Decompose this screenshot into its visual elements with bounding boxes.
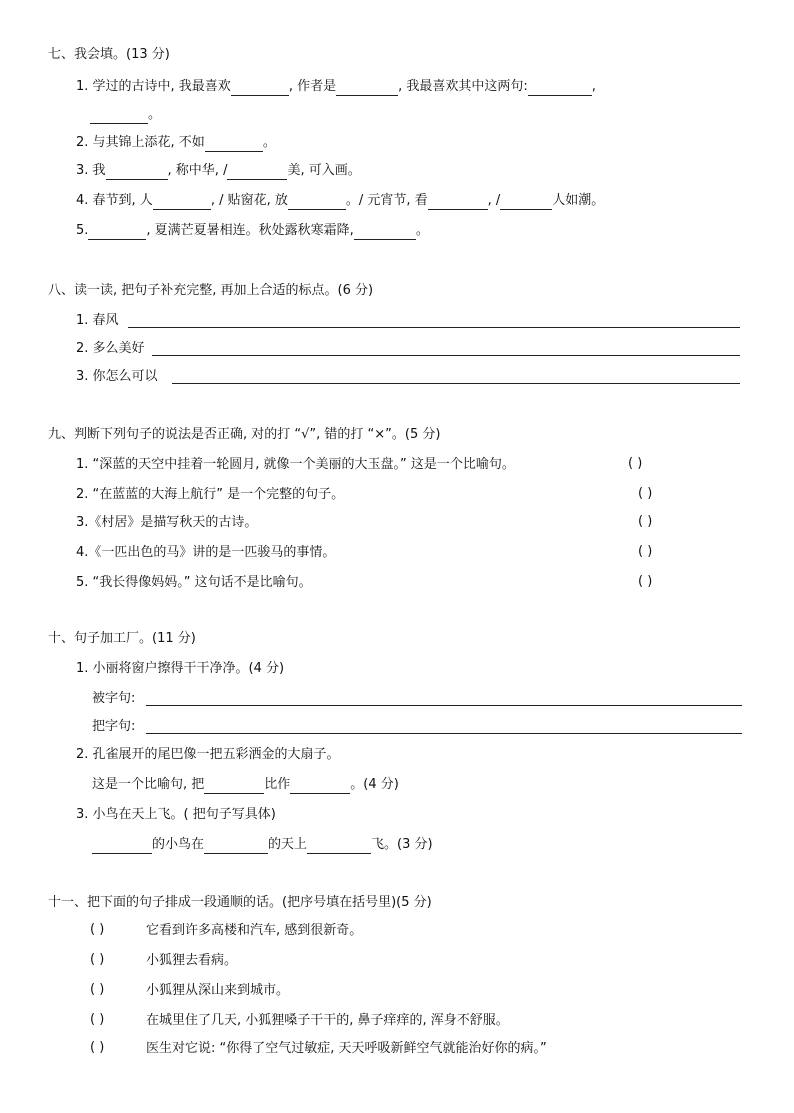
blank[interactable] [106,165,168,180]
blank[interactable] [307,839,371,854]
order-paren[interactable]: ( ) [90,952,105,967]
s7-q5-text-a: 5. [76,223,89,238]
s10-q3-fill [92,836,433,854]
s10-q1: 1. 小丽将窗户擦得干干净净。(4 分) [76,661,285,676]
s7-q1-text-b: , 作者是 [288,79,337,94]
s7-q5 [76,222,429,240]
blank[interactable] [204,779,264,794]
answer-line[interactable] [146,732,742,734]
blank[interactable] [290,779,350,794]
s7-q5-text-b: , 夏满芒夏暑相连。秋处露秋寒霜降, [146,223,354,238]
blank[interactable] [336,81,398,96]
answer-paren[interactable]: ( ) [628,456,643,471]
s7-q4-text-c: 。/ 元宵节, 看 [345,193,428,208]
blank[interactable] [231,81,289,96]
blank[interactable] [500,195,552,210]
s11-item-2: 小狐狸去看病。 [146,953,238,968]
blank[interactable] [153,195,211,210]
s9-item-5: 5. “我长得像妈妈。” 这句话不是比喻句。 [76,575,312,590]
s9-item-1: 1. “深蓝的天空中挂着一轮圆月, 就像一个美丽的大玉盘。” 这是一个比喻句。 [76,457,515,472]
s8-q3-label: 3. 你怎么可以 [76,369,158,384]
s7-q4-text-d: , / [487,193,501,208]
blank[interactable] [90,109,148,124]
blank[interactable] [528,81,592,96]
s10-q2-text-b: 比作 [264,777,291,792]
answer-paren[interactable]: ( ) [638,486,653,501]
s7-q1 [76,78,596,96]
s10-q3: 3. 小鸟在天上飞。( 把句子写具体) [76,807,276,822]
s10-q2-fill [92,776,399,794]
section-10-title: 十、句子加工厂。(11 分) [48,631,196,646]
answer-line[interactable] [172,382,740,384]
s11-item-4: 在城里住了几天, 小狐狸嗓子干干的, 鼻子痒痒的, 浑身不舒服。 [146,1013,509,1028]
s10-q3-text-a: 的小鸟在 [152,837,205,852]
answer-paren[interactable]: ( ) [638,574,653,589]
s8-q2-label: 2. 多么美好 [76,341,145,356]
s11-item-5: 医生对它说: “你得了空气过敏症, 天天呼吸新鲜空气就能治好你的病。” [146,1041,547,1056]
s9-item-4: 4.《一匹出色的马》讲的是一匹骏马的事情。 [76,545,336,560]
s7-q3-text-c: 美, 可入画。 [287,163,361,178]
s7-q2-text-a: 2. 与其锦上添花, 不如 [76,135,205,150]
order-paren[interactable]: ( ) [90,982,105,997]
s7-q3-text-b: , 称中华, / [167,163,228,178]
s10-ba-label: 把字句: [92,719,136,734]
blank[interactable] [88,225,146,240]
blank[interactable] [205,137,263,152]
s7-q4 [76,192,604,210]
s10-q2-text-c: 。(4 分) [350,777,399,792]
s9-item-3: 3.《村居》是描写秋天的古诗。 [76,515,258,530]
s7-q4-text-e: 人如潮。 [552,193,605,208]
order-paren[interactable]: ( ) [90,1012,105,1027]
s7-q5-text-c: 。 [415,223,429,238]
s11-item-3: 小狐狸从深山来到城市。 [146,983,290,998]
order-paren[interactable]: ( ) [90,1040,105,1055]
section-9-title: 九、判断下列句子的说法是否正确, 对的打 “√”, 错的打 “×”。(5 分) [48,427,441,442]
answer-line[interactable] [128,326,740,328]
answer-line[interactable] [146,704,742,706]
s7-q1-text-d: , [591,79,596,94]
s7-q1-text-e: 。 [148,107,162,122]
answer-paren[interactable]: ( ) [638,514,653,529]
s9-item-2: 2. “在蓝蓝的大海上航行” 是一个完整的句子。 [76,487,345,502]
section-8-title: 八、读一读, 把句子补充完整, 再加上合适的标点。(6 分) [48,283,374,298]
s7-q3-text-a: 3. 我 [76,163,106,178]
blank[interactable] [204,839,268,854]
s8-q1-label: 1. 春风 [76,313,119,328]
s10-q3-text-b: 的天上 [268,837,308,852]
s7-q1-text-c: , 我最喜欢其中这两句: [398,79,528,94]
order-paren[interactable]: ( ) [90,922,105,937]
s10-q3-text-c: 飞。(3 分) [371,837,433,852]
blank[interactable] [227,165,287,180]
s7-q4-text-b: , / 贴窗花, 放 [210,193,288,208]
blank[interactable] [354,225,416,240]
s10-q2-text-a: 这是一个比喻句, 把 [92,777,205,792]
s7-q3 [76,162,361,180]
s7-q1-text-a: 1. 学过的古诗中, 我最喜欢 [76,79,231,94]
s7-q1-cont [90,106,161,124]
blank[interactable] [288,195,346,210]
s7-q2 [76,134,276,152]
section-7-title: 七、我会填。(13 分) [48,47,170,62]
blank[interactable] [428,195,488,210]
section-11-title: 十一、把下面的句子排成一段通顺的话。(把序号填在括号里)(5 分) [48,895,432,910]
s10-q2: 2. 孔雀展开的尾巴像一把五彩洒金的大扇子。 [76,747,340,762]
s11-item-1: 它看到许多高楼和汽车, 感到很新奇。 [146,923,363,938]
answer-paren[interactable]: ( ) [638,544,653,559]
answer-line[interactable] [152,354,740,356]
blank[interactable] [92,839,152,854]
s7-q4-text-a: 4. 春节到, 人 [76,193,153,208]
s10-bei-label: 被字句: [92,691,136,706]
s7-q2-text-b: 。 [262,135,276,150]
